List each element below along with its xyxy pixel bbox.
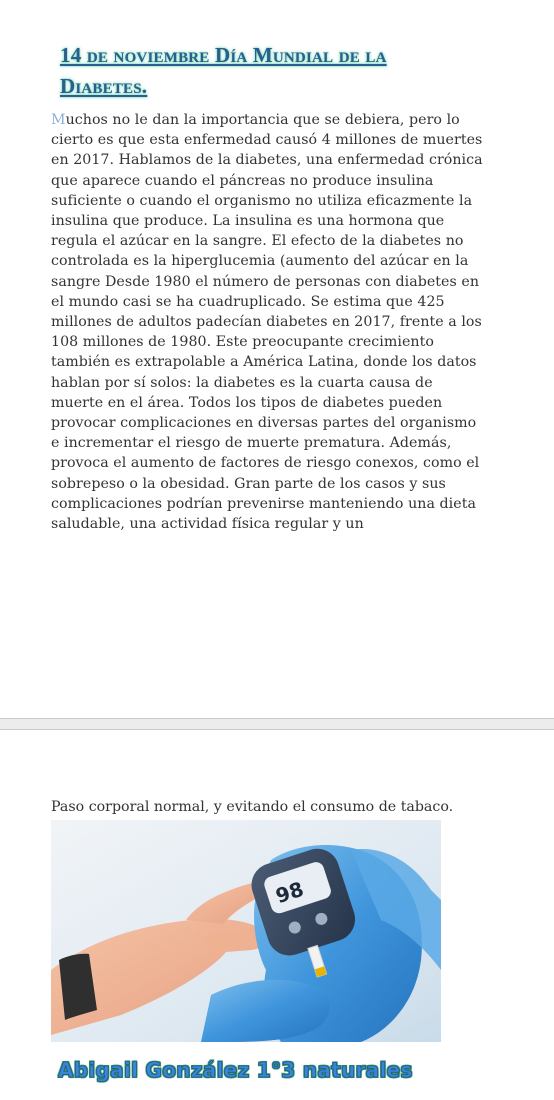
document-page-2 <box>0 730 554 1100</box>
continued-paragraph: Paso corporal normal, y evitando el consumo de tabaco. <box>51 799 454 815</box>
body-paragraph <box>51 110 483 534</box>
drop-cap: M <box>51 112 66 128</box>
author-signature: Abigail González 1°3 naturales <box>58 1058 413 1082</box>
meter-reading: 98 <box>272 876 307 909</box>
document-title: 14 de noviembre Día Mundial de la Diabetes. <box>60 43 387 98</box>
glucose-meter-photo <box>51 820 441 1042</box>
body-paragraph-text: uchos no le dan la importancia que se debiera, pero lo cierto es que esta enfermedad causó 4 millones de muertes en 2017. Hablamos de la diabetes, una enfermedad crónica que aparece cuando el páncreas no produce insulina suficiente o cuando el organismo no utiliza eficazmente la insulina que produce. La insulina es una hormona que regula el azúcar en la sangre. El efecto de la diabetes no controlada es la hiperglucemia (aumento del azúcar en la sangre Desde 1980 el número de personas con diabetes en el mundo casi se ha cuadruplicado. Se estima que 425 millones de adultos padecían diabetes en 2017, frente a los 108 millones de 1980. Este preocupante crecimiento también es extrapolable a América Latina, donde los datos hablan por sí solos: la diabetes es la cuarta causa de muerte en el área. Todos los tipos de diabetes pueden provocar complicaciones en diversas partes del organismo e incrementar el riesgo de muerte prematura. Además, provoca el aumento de factores de riesgo conexos, como el sobrepeso o la obesidad. Gran parte de los casos y sus complicaciones podrían prevenirse manteniendo una dieta saludable, una actividad física regular y un <box>51 112 483 533</box>
page-break <box>0 718 554 730</box>
